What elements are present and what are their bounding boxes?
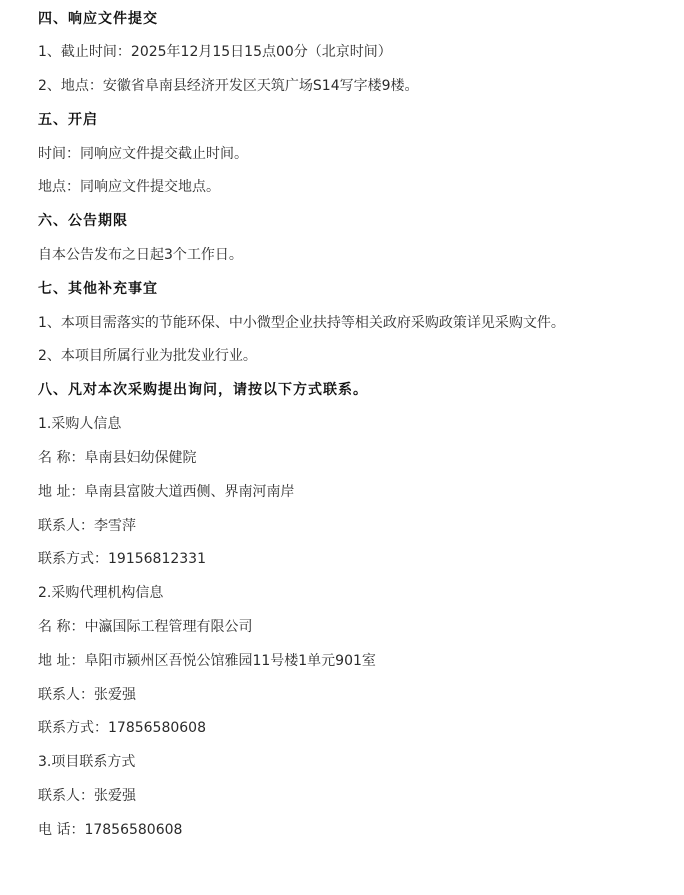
section-heading-contact: 八、凡对本次采购提出询问，请按以下方式联系。 [38, 382, 368, 398]
section-heading-opening: 五、开启 [38, 112, 98, 128]
purchaser-contact: 联系人：李雪萍 [38, 518, 136, 534]
agency-address: 地 址：阜阳市颍州区吾悦公馆雅园11号楼1单元901室 [38, 653, 376, 669]
section-heading-notice-period: 六、公告期限 [38, 213, 128, 229]
agency-contact: 联系人：张爱强 [38, 687, 136, 703]
opening-time-text: 时间：同响应文件提交截止时间。 [38, 146, 248, 162]
project-contact-title: 3.项目联系方式 [38, 754, 136, 770]
project-contact-phone: 电 话：17856580608 [38, 822, 183, 838]
deadline-text: 1、截止时间：2025年12月15日15点00分（北京时间） [38, 44, 392, 60]
agency-phone: 联系方式：17856580608 [38, 720, 206, 736]
section-heading-submission: 四、响应文件提交 [38, 11, 158, 27]
purchaser-address: 地 址：阜南县富陂大道西侧、界南河南岸 [38, 484, 295, 500]
project-contact-person: 联系人：张爱强 [38, 788, 136, 804]
submission-location-text: 2、地点：安徽省阜南县经济开发区天筑广场S14写字楼9楼。 [38, 78, 419, 94]
agency-info-title: 2.采购代理机构信息 [38, 585, 164, 601]
other-matters-item-1: 1、本项目需落实的节能环保、中小微型企业扶持等相关政府采购政策详见采购文件。 [38, 315, 565, 331]
purchaser-info-title: 1.采购人信息 [38, 416, 122, 432]
notice-period-text: 自本公告发布之日起3个工作日。 [38, 247, 243, 263]
other-matters-item-2: 2、本项目所属行业为批发业行业。 [38, 348, 257, 364]
section-heading-other-matters: 七、其他补充事宜 [38, 281, 158, 297]
purchaser-name: 名 称：阜南县妇幼保健院 [38, 450, 197, 466]
agency-name: 名 称：中瀛国际工程管理有限公司 [38, 619, 253, 635]
purchaser-phone: 联系方式：19156812331 [38, 551, 206, 567]
opening-place-text: 地点：同响应文件提交地点。 [38, 179, 220, 195]
